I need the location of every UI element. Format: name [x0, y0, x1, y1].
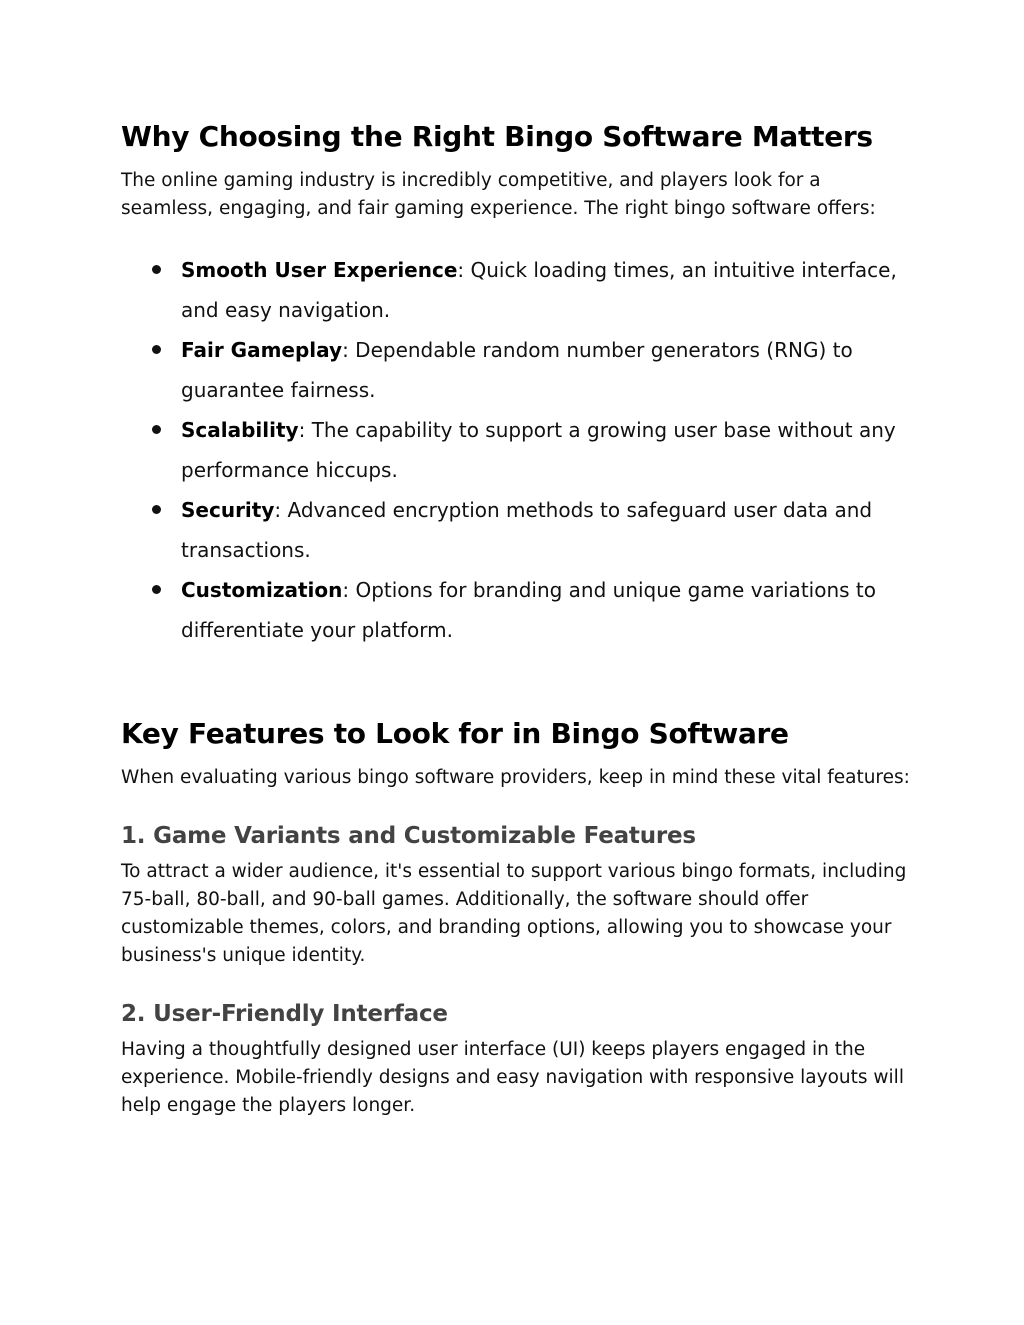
subsection-body-game-variants: To attract a wider audience, it's essential to support various bingo formats, including 75-ball, 80-ball, and 90-ball games. Additionally, the software should offer customizable themes, colors, and branding options, allowing you to showcase your business's unique identity.	[121, 861, 907, 966]
list-item-text: : Options for branding and unique game variations to differentiate your platform.	[181, 578, 876, 642]
bullet-icon	[152, 345, 161, 354]
section-intro-why-choosing: The online gaming industry is incredibly competitive, and players look for a seamless, engaging, and fair gaming experience. The right bingo software offers:	[121, 170, 876, 219]
list-item-text: : The capability to support a growing user base without any performance hiccups.	[181, 418, 896, 482]
subsection-heading-user-interface: 2. User-Friendly Interface	[121, 1001, 448, 1027]
list-item-term: Security	[181, 498, 275, 522]
section-intro-key-features: When evaluating various bingo software providers, keep in mind these vital features:	[121, 767, 910, 788]
section-heading-key-features: Key Features to Look for in Bingo Software	[121, 717, 789, 750]
bullet-icon	[152, 505, 161, 514]
list-item-term: Scalability	[181, 418, 299, 442]
list-item	[121, 410, 911, 490]
benefits-list	[121, 250, 911, 650]
list-item-term: Fair Gameplay	[181, 338, 343, 362]
list-item	[121, 250, 911, 330]
bullet-icon	[152, 585, 161, 594]
list-item-text: : Quick loading times, an intuitive interface, and easy navigation.	[181, 258, 897, 322]
section-heading-why-choosing: Why Choosing the Right Bingo Software Matters	[121, 120, 873, 153]
list-item-term: Customization	[181, 578, 343, 602]
list-item-term: Smooth User Experience	[181, 258, 458, 282]
bullet-icon	[152, 265, 161, 274]
list-item	[121, 490, 911, 570]
subsection-heading-game-variants: 1. Game Variants and Customizable Features	[121, 823, 696, 849]
document-page	[121, 117, 911, 1120]
list-item-text: : Dependable random number generators (RNG) to guarantee fairness.	[181, 338, 853, 402]
list-item	[121, 570, 911, 650]
subsection-body-user-interface: Having a thoughtfully designed user interface (UI) keeps players engaged in the experience. Mobile-friendly designs and easy navigation with responsive layouts will help engage the players longer.	[121, 1039, 904, 1116]
bullet-icon	[152, 425, 161, 434]
list-item	[121, 330, 911, 410]
list-item-text: : Advanced encryption methods to safeguard user data and transactions.	[181, 498, 873, 562]
